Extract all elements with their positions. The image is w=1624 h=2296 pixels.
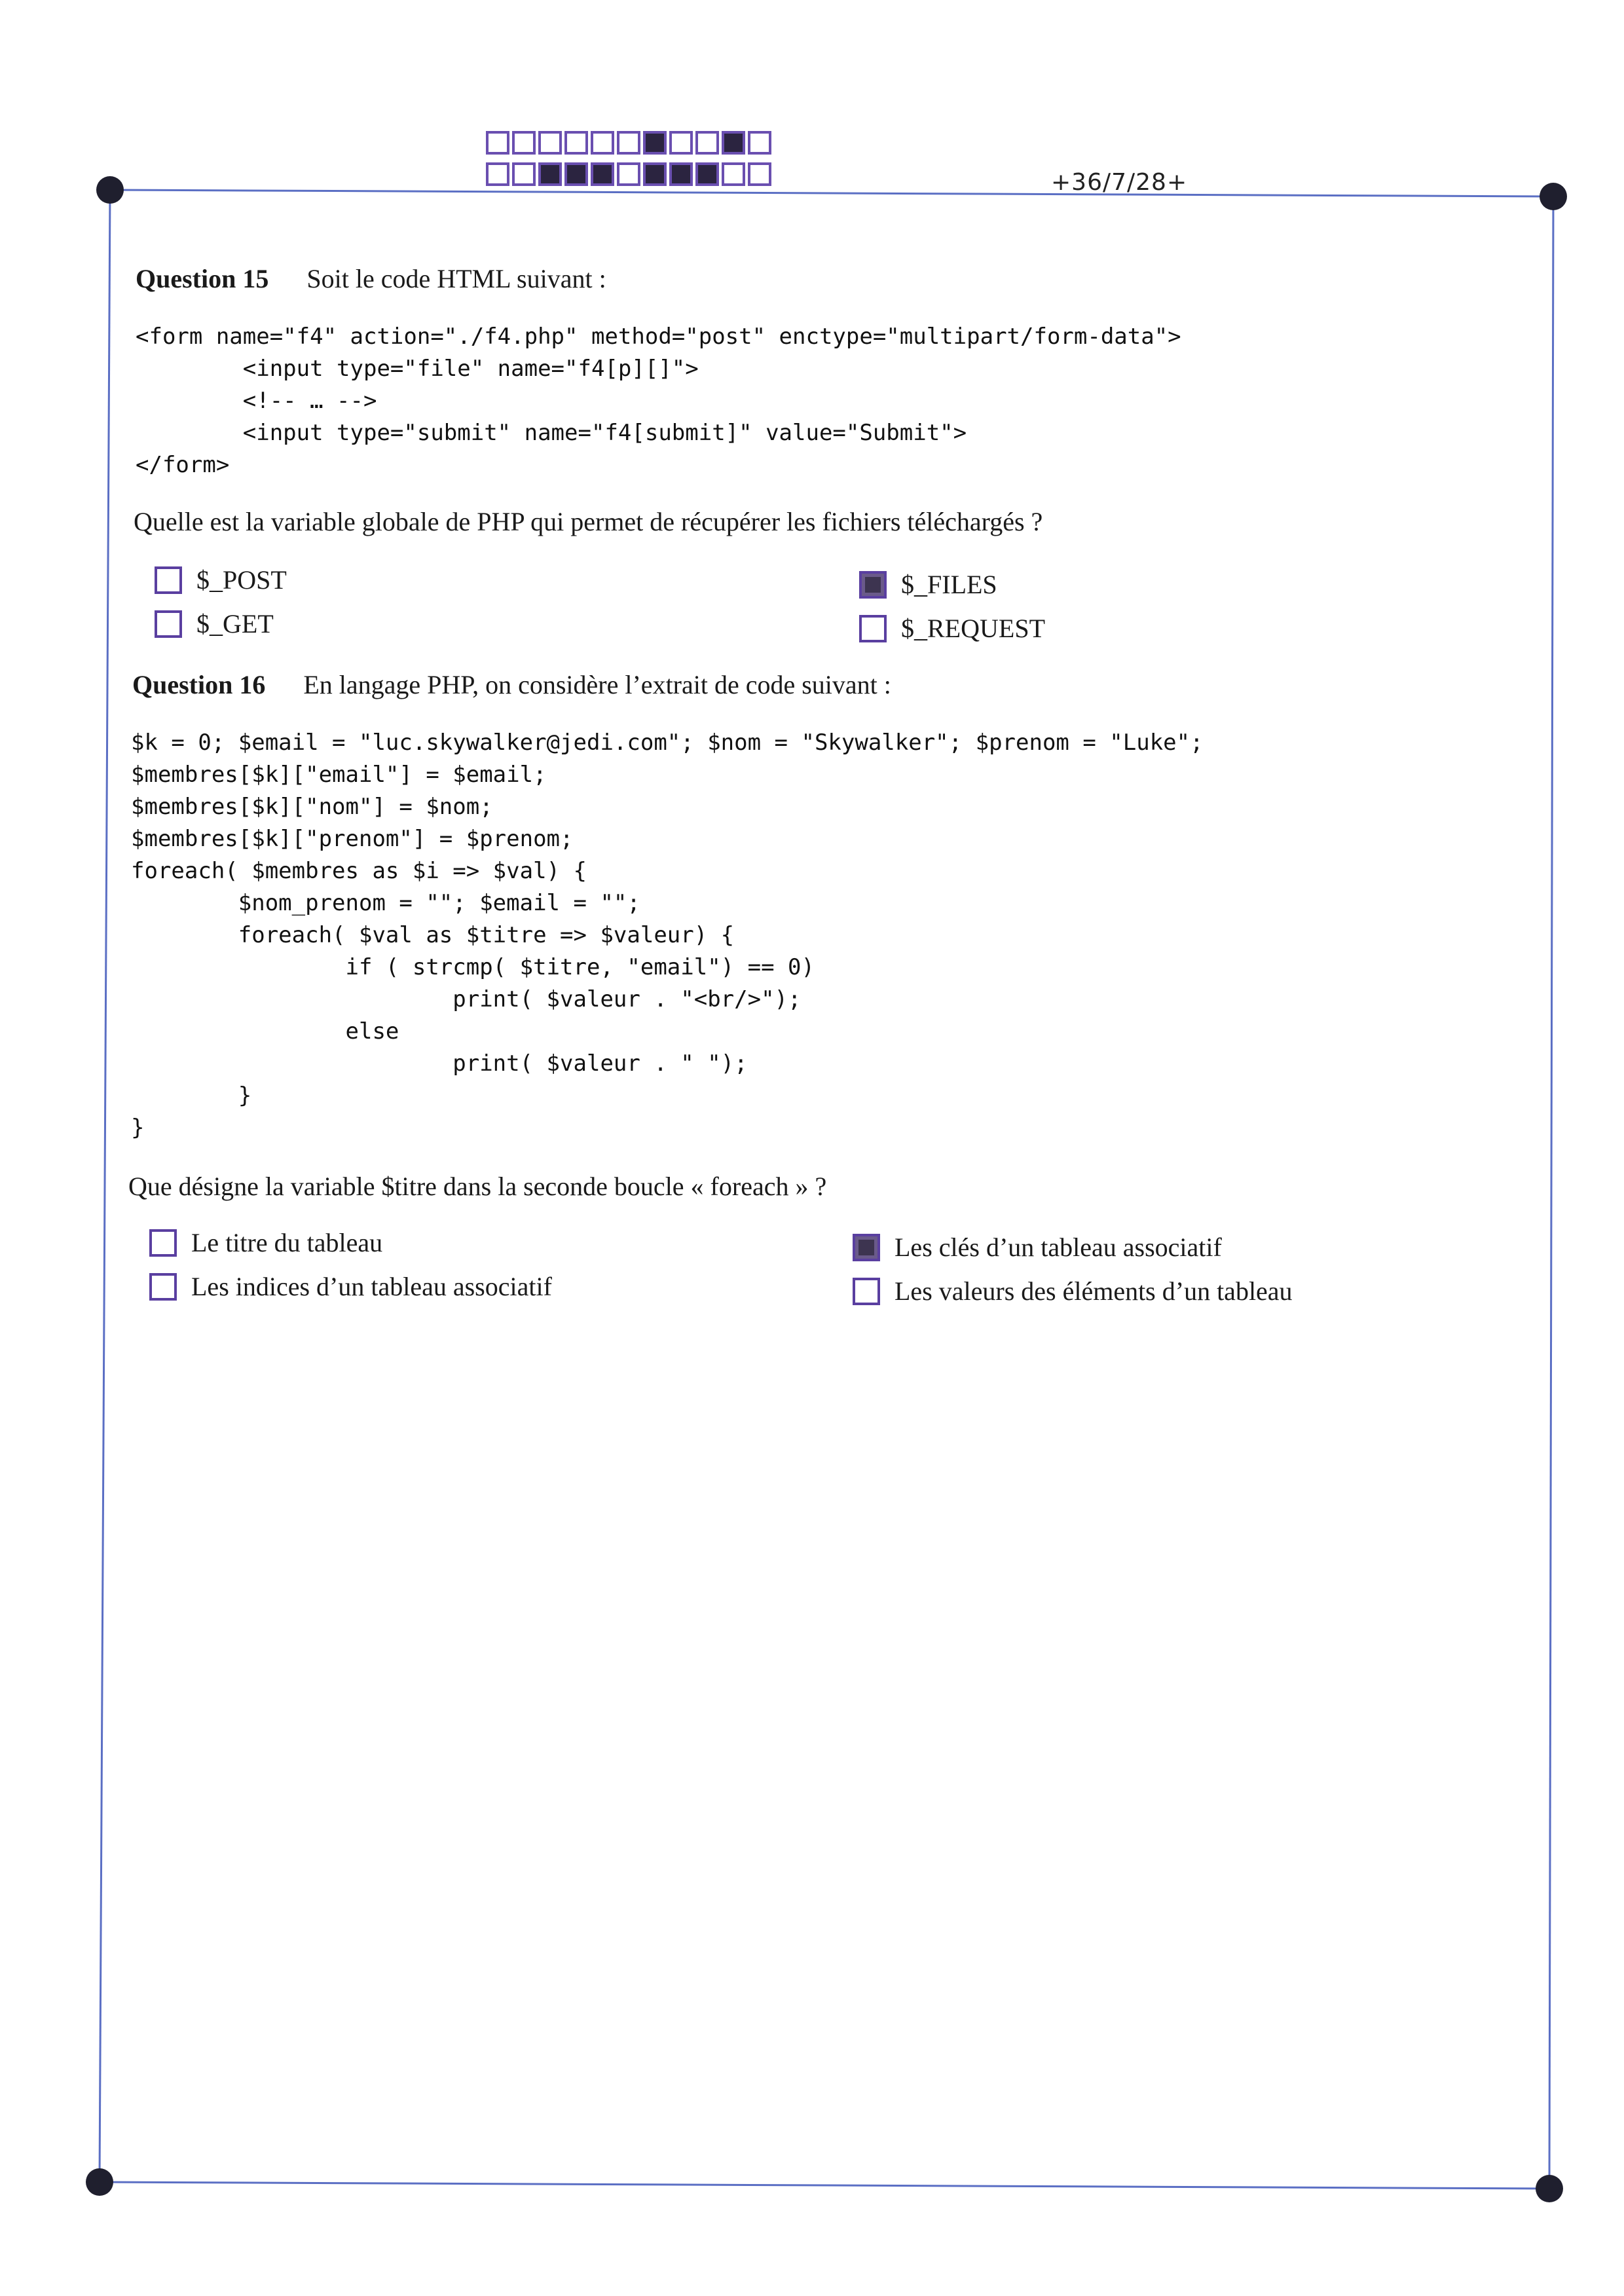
answer-checkbox[interactable] [859, 615, 887, 642]
answer-label: Les indices d’un tableau associatif [191, 1272, 552, 1301]
frame-left-line [100, 190, 110, 2182]
answer-label: Les valeurs des éléments d’un tableau [895, 1276, 1293, 1306]
frame-bottom-line [100, 2182, 1549, 2189]
answer-label: $_GET [196, 609, 274, 639]
answer-option[interactable] [155, 608, 274, 639]
question-16-prompt: Que désigne la variable $titre dans la seconde boucle « foreach » ? [128, 1172, 827, 1201]
barcode-cell [722, 131, 745, 155]
code-line: } [131, 1115, 145, 1141]
barcode-cell [669, 162, 693, 186]
answer-checkbox[interactable] [149, 1229, 177, 1257]
answer-label: $_POST [196, 565, 287, 595]
code-line: </form> [136, 452, 230, 478]
answer-label: Les clés d’un tableau associatif [895, 1232, 1222, 1262]
question-15-label: Question 15 [136, 264, 269, 293]
answer-checkbox[interactable] [859, 571, 887, 599]
code-line: print( $valeur . " "); [131, 1050, 748, 1077]
barcode-cell [512, 131, 536, 155]
code-line: $membres[$k]["prenom"] = $prenom; [131, 826, 574, 852]
code-line: <input type="submit" name="f4[submit]" value="Submit"> [136, 420, 967, 446]
question-15-prompt: Quelle est la variable globale de PHP qui permet de récupérer les fichiers téléchargés ? [134, 507, 1043, 536]
answer-option[interactable] [155, 565, 287, 595]
code-line: } [131, 1083, 252, 1109]
barcode-cell [591, 162, 614, 186]
question-15-heading [136, 263, 606, 294]
code-line: $membres[$k]["email"] = $email; [131, 762, 547, 788]
barcode-cell [538, 162, 562, 186]
code-line: $nom_prenom = ""; $email = ""; [131, 890, 640, 916]
barcode-row-bottom [486, 162, 774, 186]
barcode-cell [695, 131, 719, 155]
frame-right-line [1549, 196, 1553, 2189]
answer-option[interactable] [853, 1232, 1222, 1263]
code-line: foreach( $val as $titre => $valeur) { [131, 922, 735, 948]
question-16-intro: En langage PHP, on considère l’extrait de code suivant : [303, 670, 891, 699]
code-line: $membres[$k]["nom"] = $nom; [131, 794, 493, 820]
code-line: if ( strcmp( $titre, "email") == 0) [131, 954, 815, 980]
barcode-cell [643, 131, 667, 155]
corner-mark-top-left [96, 176, 124, 204]
barcode-cell [669, 131, 693, 155]
corner-mark-bottom-right [1536, 2175, 1563, 2202]
barcode-cell [564, 162, 588, 186]
answer-option[interactable] [149, 1227, 382, 1258]
corner-mark-top-right [1540, 183, 1567, 210]
question-16-heading [132, 669, 891, 700]
answer-option[interactable] [853, 1276, 1293, 1306]
answer-label: $_FILES [901, 570, 997, 599]
answer-option[interactable] [859, 569, 997, 600]
question-16-code-block [131, 727, 1204, 1144]
answer-option[interactable] [149, 1271, 552, 1302]
barcode-row-top [486, 131, 774, 155]
barcode-cell [748, 162, 771, 186]
code-line: else [131, 1018, 399, 1045]
barcode-cell [722, 162, 745, 186]
code-line: $k = 0; $email = "luc.skywalker@jedi.com"; $nom = "Skywalker"; $prenom = "Luke"; [131, 730, 1204, 756]
barcode-cell [643, 162, 667, 186]
answer-checkbox[interactable] [853, 1234, 880, 1261]
answer-label: $_REQUEST [901, 614, 1045, 643]
answer-checkbox[interactable] [853, 1278, 880, 1305]
answer-checkbox[interactable] [149, 1273, 177, 1301]
frame-top-line [110, 190, 1553, 196]
code-line: foreach( $membres as $i => $val) { [131, 858, 587, 884]
code-line: print( $valeur . "<br/>"); [131, 986, 802, 1012]
barcode-cell [486, 131, 509, 155]
barcode-cell [617, 131, 640, 155]
page-id: +36/7/28+ [1051, 169, 1188, 196]
code-line: <!-- … --> [136, 388, 377, 414]
corner-mark-bottom-left [86, 2168, 113, 2196]
barcode-cell [564, 131, 588, 155]
answer-checkbox[interactable] [155, 566, 182, 594]
barcode-cell [538, 131, 562, 155]
barcode-cell [512, 162, 536, 186]
answer-checkbox[interactable] [155, 610, 182, 638]
barcode-cell [591, 131, 614, 155]
question-15-code-block [136, 321, 1181, 481]
question-16-label: Question 16 [132, 670, 266, 699]
code-line: <input type="file" name="f4[p][]"> [136, 356, 699, 382]
answer-option[interactable] [859, 613, 1045, 644]
barcode-cell [748, 131, 771, 155]
question-15-intro: Soit le code HTML suivant : [306, 264, 606, 293]
code-line: <form name="f4" action="./f4.php" method="post" enctype="multipart/form-data"> [136, 324, 1181, 350]
barcode-cell [695, 162, 719, 186]
barcode-cell [486, 162, 509, 186]
barcode-cell [617, 162, 640, 186]
answer-label: Le titre du tableau [191, 1228, 383, 1257]
